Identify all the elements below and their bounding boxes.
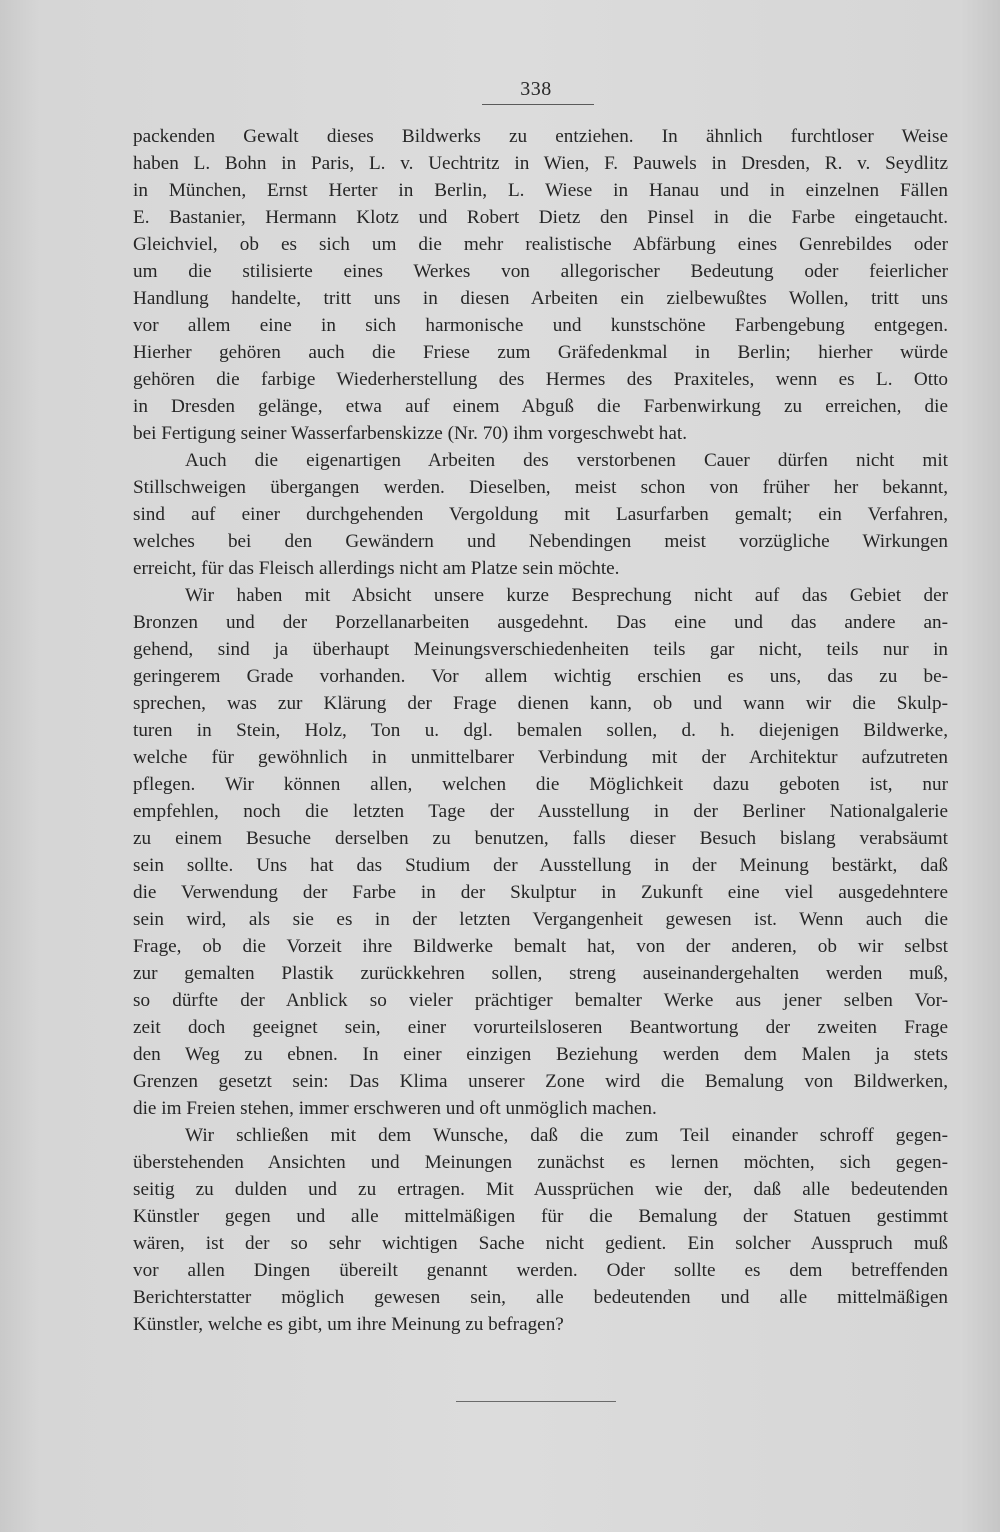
- end-rule: [456, 1401, 616, 1402]
- text-line: wären, ist der so sehr wichtigen Sache nicht gedient. Ein solcher Ausspruch muß: [133, 1233, 948, 1254]
- text-line: Wir haben mit Absicht unsere kurze Besprechung nicht auf das Gebiet der: [185, 585, 948, 606]
- text-line: zeit doch geeignet sein, einer vorurteilsloseren Beantwortung der zweiten Frage: [133, 1017, 948, 1038]
- text-line: Stillschweigen übergangen werden. Dieselben, meist schon von früher her bekannt,: [133, 477, 948, 498]
- text-line: zur gemalten Plastik zurückkehren sollen, streng auseinandergehalten werden muß,: [133, 963, 948, 984]
- text-line: empfehlen, noch die letzten Tage der Ausstellung in der Berliner Nationalgalerie: [133, 801, 948, 822]
- text-line: sein wird, als sie es in der letzten Vergangenheit gewesen ist. Wenn auch die: [133, 909, 948, 930]
- text-line: haben L. Bohn in Paris, L. v. Uechtritz in Wien, F. Pauwels in Dresden, R. v. Seydlitz: [133, 153, 948, 174]
- text-line: sprechen, was zur Klärung der Frage dienen kann, ob und wann wir die Skulp-: [133, 693, 948, 714]
- text-line: Hierher gehören auch die Friese zum Gräfedenkmal in Berlin; hierher würde: [133, 342, 948, 363]
- text-line: geringerem Grade vorhanden. Vor allem wichtig erschien es uns, das zu be-: [133, 666, 948, 687]
- page-number: 338: [520, 78, 552, 100]
- body-text: [133, 123, 948, 1338]
- text-line: welches bei den Gewändern und Nebendingen meist vorzügliche Wirkungen: [133, 531, 948, 552]
- text-line: turen in Stein, Holz, Ton u. dgl. bemalen sollen, d. h. diejenigen Bildwerke,: [133, 720, 948, 741]
- text-line: Frage, ob die Vorzeit ihre Bildwerke bemalt hat, von der anderen, ob wir selbst: [133, 936, 948, 957]
- text-line: den Weg zu ebnen. In einer einzigen Beziehung werden dem Malen ja stets: [133, 1044, 948, 1065]
- text-line: seitig zu dulden und zu ertragen. Mit Aussprüchen wie der, daß alle bedeutenden: [133, 1179, 948, 1200]
- text-line: in Dresden gelänge, etwa auf einem Abguß die Farbenwirkung zu erreichen, die: [133, 396, 948, 417]
- text-line: bei Fertigung seiner Wasserfarbenskizze (Nr. 70) ihm vorgeschwebt hat.: [133, 423, 688, 444]
- text-line: Künstler, welche es gibt, um ihre Meinung zu befragen?: [133, 1314, 564, 1335]
- text-line: vor allen Dingen übereilt genannt werden. Oder sollte es dem betreffenden: [133, 1260, 948, 1281]
- text-line: Berichterstatter möglich gewesen sein, alle bedeutenden und alle mittelmäßigen: [133, 1287, 948, 1308]
- text-line: zu einem Besuche derselben zu benutzen, falls dieser Besuch bislang verabsäumt: [133, 828, 948, 849]
- text-line: überstehenden Ansichten und Meinungen zunächst es lernen möchten, sich gegen-: [133, 1152, 948, 1173]
- text-line: Bronzen und der Porzellanarbeiten ausgedehnt. Das eine und das andere an-: [133, 612, 948, 633]
- text-line: in München, Ernst Herter in Berlin, L. Wiese in Hanau und in einzelnen Fällen: [133, 180, 948, 201]
- text-line: Gleichviel, ob es sich um die mehr realistische Abfärbung eines Genrebildes oder: [133, 234, 948, 255]
- text-line: Künstler gegen und alle mittelmäßigen für die Bemalung der Statuen gestimmt: [133, 1206, 948, 1227]
- text-line: die im Freien stehen, immer erschweren und oft unmöglich machen.: [133, 1098, 657, 1119]
- text-line: die Verwendung der Farbe in der Skulptur in Zukunft eine viel ausgedehntere: [133, 882, 948, 903]
- text-line: sind auf einer durchgehenden Vergoldung mit Lasurfarben gemalt; ein Verfahren,: [133, 504, 948, 525]
- text-line: gehend, sind ja überhaupt Meinungsverschiedenheiten teils gar nicht, teils nur in: [133, 639, 948, 660]
- text-line: E. Bastanier, Hermann Klotz und Robert Dietz den Pinsel in die Farbe eingetaucht.: [133, 207, 948, 228]
- text-line: so dürfte der Anblick so vieler prächtiger bemalter Werke aus jener selben Vor-: [133, 990, 948, 1011]
- text-line: um die stilisierte eines Werkes von allegorischer Bedeutung oder feierlicher: [133, 261, 948, 282]
- text-line: Handlung handelte, tritt uns in diesen Arbeiten ein zielbewußtes Wollen, tritt uns: [133, 288, 948, 309]
- text-line: erreicht, für das Fleisch allerdings nicht am Platze sein möchte.: [133, 558, 620, 579]
- text-line: Auch die eigenartigen Arbeiten des verstorbenen Cauer dürfen nicht mit: [185, 450, 948, 471]
- text-line: vor allem eine in sich harmonische und kunstschöne Farbengebung entgegen.: [133, 315, 948, 336]
- page-number-rule: [482, 104, 594, 105]
- text-line: gehören die farbige Wiederherstellung des Hermes des Praxiteles, wenn es L. Otto: [133, 369, 948, 390]
- text-line: pflegen. Wir können allen, welchen die Möglichkeit dazu geboten ist, nur: [133, 774, 948, 795]
- text-line: sein sollte. Uns hat das Studium der Ausstellung in der Meinung bestärkt, daß: [133, 855, 948, 876]
- text-line: Grenzen gesetzt sein: Das Klima unserer Zone wird die Bemalung von Bildwerken,: [133, 1071, 948, 1092]
- text-line: Wir schließen mit dem Wunsche, daß die zum Teil einander schroff gegen-: [185, 1125, 948, 1146]
- text-line: packenden Gewalt dieses Bildwerks zu entziehen. In ähnlich furchtloser Weise: [133, 126, 948, 147]
- text-line: welche für gewöhnlich in unmittelbarer Verbindung mit der Architektur aufzutreten: [133, 747, 948, 768]
